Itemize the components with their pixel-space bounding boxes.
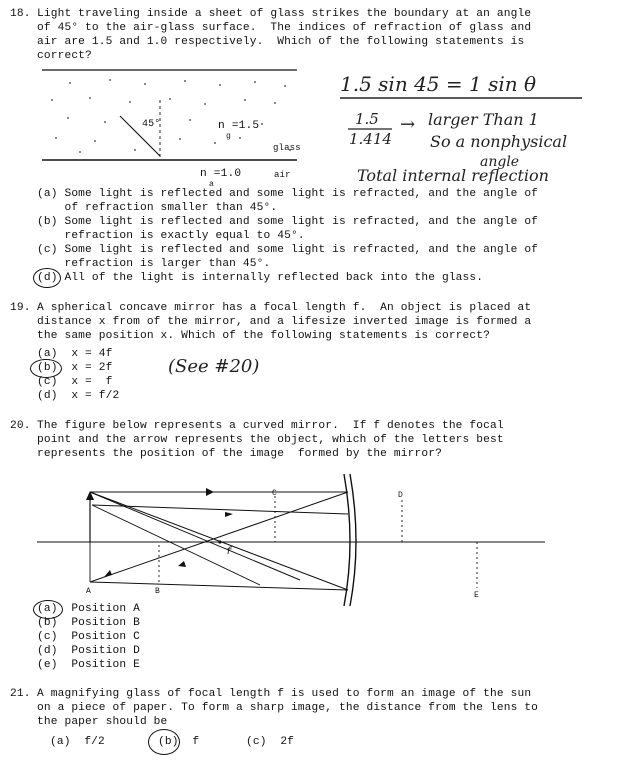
q20-label-a: A	[86, 587, 91, 596]
q18-air-label: air	[274, 170, 291, 180]
q18-stem-line-1: Light traveling inside a sheet of glass strikes the boundary at an angle	[37, 8, 532, 20]
q19-option-b[interactable]: (b) x = 2f	[37, 362, 113, 374]
q18-note-line-3: angle	[480, 154, 520, 170]
q19-option-c[interactable]: (c) x = f	[37, 376, 113, 388]
q20-stem-line-3: represents the position of the image formed by the mirror?	[37, 448, 442, 460]
q20-answer-circle	[33, 600, 63, 619]
q19-option-d[interactable]: (d) x = f/2	[37, 390, 120, 402]
q20-option-e[interactable]: (e) Position E	[37, 659, 140, 671]
q18-option-b-line-2: refraction is exactly equal to 45°.	[37, 230, 305, 242]
q21-option-b[interactable]: (b) f	[158, 736, 200, 748]
q20-option-a[interactable]: (a) Position A	[37, 603, 140, 615]
q18-option-d[interactable]: (d) All of the light is internally reflected back into the glass.	[37, 272, 484, 284]
q18-option-b-line-1[interactable]: (b) Some light is reflected and some light is refracted, and the angle of	[37, 216, 539, 228]
q20-label-b: B	[155, 587, 160, 596]
q21-number: 21.	[10, 688, 31, 700]
q18-option-c-line-2: refraction is larger than 45°.	[37, 258, 271, 270]
q18-air-index: n =1.0	[200, 168, 242, 180]
q18-option-a-line-1[interactable]: (a) Some light is reflected and some light is refracted, and the angle of	[37, 188, 539, 200]
q18-note-fraction-numerator: 1.5	[355, 110, 379, 128]
q18-note-line-1: larger Than 1	[428, 110, 539, 129]
q20-option-c[interactable]: (c) Position C	[37, 631, 140, 643]
q19-stem-line-2: distance x from of the mirror, and a lifesize inverted image is formed a	[37, 316, 532, 328]
q18-glass-label: glass	[273, 143, 301, 153]
q18-note-fraction-denominator: 1.414	[349, 130, 392, 148]
q19-note: (See #20)	[168, 356, 260, 377]
q18-air-index-subscript: a	[209, 180, 214, 189]
q21-option-c[interactable]: (c) 2f	[246, 736, 295, 748]
q21-stem-line-1: A magnifying glass of focal length f is used to form an image of the sun	[37, 688, 532, 700]
q20-option-d[interactable]: (d) Position D	[37, 645, 140, 657]
q18-option-c-line-1[interactable]: (c) Some light is reflected and some light is refracted, and the angle of	[37, 244, 539, 256]
q20-stem-line-1: The figure below represents a curved mirror. If f denotes the focal	[37, 420, 504, 432]
q18-angle-label: 45°	[142, 119, 161, 130]
q21-stem-line-2: on a piece of paper. To form a sharp image, the distance from the lens to	[37, 702, 539, 714]
q21-stem-line-3: the paper should be	[37, 716, 168, 728]
q21-answer-circle	[148, 729, 180, 755]
q18-stem-line-3: air are 1.5 and 1.0 respectively. Which of the following statements is	[37, 36, 525, 48]
q19-option-a[interactable]: (a) x = 4f	[37, 348, 113, 360]
q18-glass-index: n =1.5	[218, 120, 260, 132]
q20-number: 20.	[10, 420, 31, 432]
q19-number: 19.	[10, 302, 31, 314]
q21-option-a[interactable]: (a) f/2	[50, 736, 105, 748]
q20-label-c: C	[272, 489, 277, 498]
q18-note-line-2: So a nonphysical	[430, 132, 568, 151]
q18-stem-line-4: correct?	[37, 50, 92, 62]
q20-label-d: D	[398, 491, 403, 500]
q19-stem-line-1: A spherical concave mirror has a focal length f. An object is placed at	[37, 302, 532, 314]
q18-note-line-4: Total internal reflection	[357, 166, 549, 185]
q20-option-b[interactable]: (b) Position B	[37, 617, 140, 629]
q20-label-e: E	[474, 591, 479, 600]
q18-option-a-line-2: of refraction smaller than 45°.	[37, 202, 278, 214]
q18-stem-line-2: of 45° to the air-glass surface. The indices of refraction of glass and	[37, 22, 532, 34]
q18-glass-index-subscript: g	[226, 132, 231, 141]
q19-stem-line-3: the same position x. Which of the following statements is correct?	[37, 330, 490, 342]
q20-label-focal: f	[226, 547, 233, 558]
q18-note-equation: 1.5 sin 45 = 1 sin θ	[340, 72, 537, 96]
q18-note-arrow: →	[400, 114, 416, 135]
q18-number: 18.	[10, 8, 31, 20]
q20-stem-line-2: point and the arrow represents the object, which of the letters best	[37, 434, 504, 446]
